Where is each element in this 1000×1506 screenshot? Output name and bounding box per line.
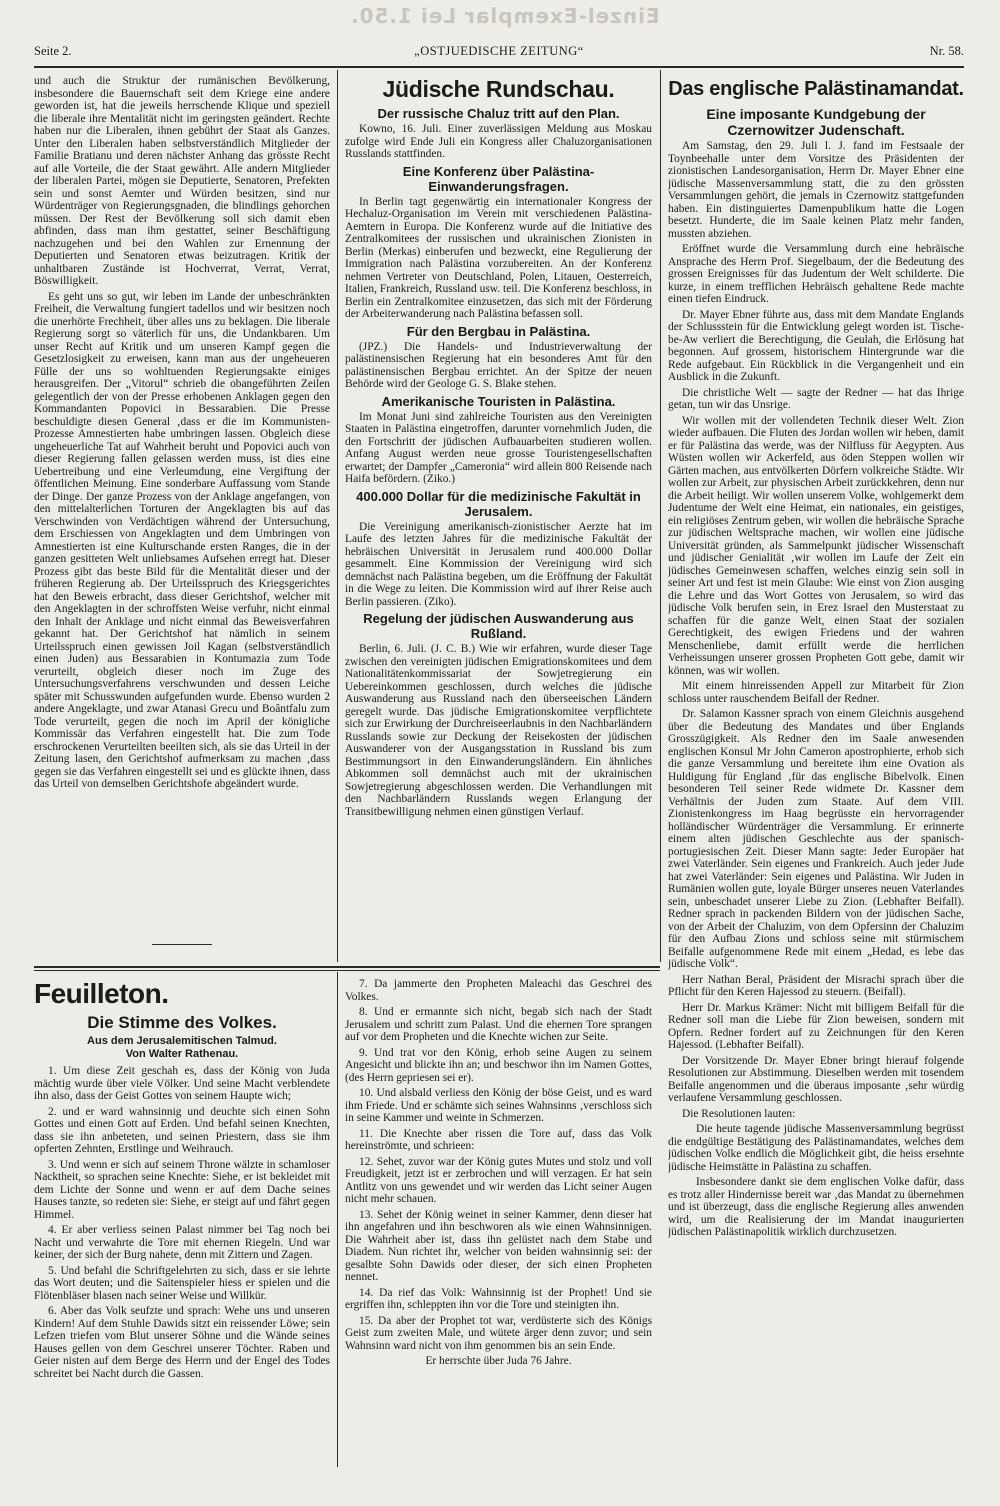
feuilleton-rule — [34, 970, 660, 971]
paragraph: Herr Dr. Markus Krämer: Nicht mit billigem Beifall für die Redner soll man die Liebe für Zion beweisen, sondern mit Opfern. Redner fordert auf zu Zeichnungen für den Keren Hajessod. (Lebhafter Beifall). — [668, 1001, 964, 1051]
verse: 10. Und alsbald verliess den König der böse Geist, und es ward ihm Friede. Und er schämte sich seines Wahnsinns ‚verschloss sich in seine Kammer und weinte in Schmerzen. — [345, 1087, 652, 1124]
paragraph: Wir wollen mit der vollendeten Technik dieser Welt. Zion wieder aufbauen. Die Fluten des Jordan wollen wir heben, damit er für Palästina das werde, was der Nilfluss für Aegypten. Aus Wüsten wollen wir Ackerfeld, aus öden Steppen wollen wir Gärten machen, aus entvölkerten Dörfern volkreiche Städte. Wir wollen zur Arbeit, zur physischen Arbeit zurückkehren, denn nur die Arbeit heiligt. Wir wollen unserem Volke, wohlgemerkt dem Judentume der Welt eine Heimat, ein nationales, ein geistiges, ein religiöses Zentrum geben, wir wollen die hebräische Sprache zur jüdischen Weltsprache machen, wir wollen eine jüdische Universität gründen, als Sammelpunkt jüdischer Wissenschaft und jüdischer Genialität ‚wir wollen im Laufe der Zeit ein jüdisches Gemeinwesen schaffen, welches einzig sein soll in seiner Art und fest ist mein Glaube: Wie einst von Zion ausging die Lehre und das Wort Gottes von Jerusalem, so wird das jüdische Volk berufen sein, in Erez Israel den Musterstaat zu schaffen für die ganze Welt, einen Staat der sozialen Gerechtigkeit, des ewigen Friedens und der wahren Menschenliebe, damit erfüllt werde die herrlichen Verheissungen unserer grossen Propheten Gott gebe, damit wir können, was wir wollen. — [668, 414, 964, 677]
paragraph: Der Vorsitzende Dr. Mayer Ebner bringt hierauf folgende Resolutionen zur Abstimmung. Dieselben werden mit tosendem Beifalle angenommen und die überaus imposante ‚sehr würdig verlaufene Versammlung geschlossen. — [668, 1054, 964, 1104]
verse: 1. Um diese Zeit geschah es, dass der König von Juda mächtig wurde über viele Völker. Und seine Macht verblendete ihn also, dass der Geist Gottes von seinem Haupte wich; — [34, 1065, 330, 1102]
article-title: Der russische Chaluz tritt auf den Plan. — [377, 106, 620, 121]
paragraph: Die Vereinigung amerikanisch-zionistischer Aerzte hat im Laufe des letzten Jahres für die medizinische Fakultät der hebräischen Universität in Jerusalem rund 400.000 Dollar gesammelt. Eine Kommission der Vereinigung wird sich demnächst nach Palästina begeben, um die Eröffnung der Fakultät in die Wege zu leiten. Die Kommission wird auf ihrer Reise auch Berlin passieren. (Ziko). — [345, 520, 652, 608]
paragraph: und auch die Struktur der rumänischen Bevölkerung, insbesondere die Bauernschaft seit dem Kriege eine andere geworden ist, hat die jeweils herrschende Klique und speziell die liberale ihre Mentalität nicht im geringsten geändert. Rechte haben nur die Liberalen, ihnen gebührt der Staat als Ganzes. Unter den Liberalen haben selbstverständlich Mitglieder der Familie Bratianu und deren nächster Anhang das grösste Recht auf alle Vorteile, die der Staat gewährt. Alle andern Mitglieder der liberalen Partei, mögen sie Deputierte, Senatoren, Prefekten sein und sonst Aemter und Würden besitzen, sind nur Würdenträger von Regierungsgnaden, die blindlings gehorchen müssen. Der Rest der Bevölkerung soll sich damit eben abfinden, dass man ihm gestattet, seiner Beschäftigung nachzugehen und bei den Wahlen zur Ernennung der Deputierten und Senatoren etwas beizutragen. Kritik der unhaltbaren Zustände ist Hochverrat, Verrat, Verrat, Böswilligkeit. — [34, 75, 330, 287]
resolution-paragraph: Die heute tagende jüdische Massenversammlung begrüsst die endgültige Bestätigung des Palästinamandates, welches dem jüdischen Volke endlich die Möglichkeit gibt, die heiss ersehnte jüdische Heimstätte in Palästina zu schaffen. — [668, 1123, 964, 1173]
article-title: Eine Konferenz über Palästina-Einwanderungsfragen. — [402, 163, 595, 194]
paragraph: Im Monat Juni sind zahlreiche Touristen aus den Vereinigten Staaten in Palästina eingetroffen, darunter vornehmlich Juden, die den Fortschritt der jüdischen Aufbauarbeiten studieren wollen. Anfang August werden neue grosse Touristengesellschaften erwartet; der Dampfer „Cameronia“ wird allein 800 Reisende nach Haifa befördern. (Ziko.) — [345, 410, 652, 485]
verse: 9. Und trat vor den König, erhob seine Augen zu seinem Angesicht und blickte ihn an; und beschwor ihn im Namen Gottes, (des Herrn gepriesen sei er). — [345, 1046, 652, 1084]
article-romania-continuation — [34, 75, 330, 959]
section-title: Das englische Palästinamandat. — [668, 78, 964, 100]
verse: 12. Sehet, zuvor war der König gutes Mutes und stolz und voll Freudigkeit, jetzt ist er zerbrochen und will verzagen. Er hat sein Antlitz von uns gewendet und wir werden das Licht seiner Augen nicht mehr schauen. — [345, 1155, 652, 1205]
verse: 13. Sehet der König weinet in seiner Kammer, denn dieser hat ihn angefahren und ihn beschworen als wie einen Wahnsinnigen. Die Wahrheit aber ist, dass ihn gelüstet nach dem Stabe und Diadem. Nun richtet ihr, welcher von beiden wahnsinnig sei: der gesalbte Sohn Dawids oder dieser, der sich einen Propheten nennet. — [345, 1208, 652, 1283]
paragraph: Dr. Mayer Ebner führte aus, dass mit dem Mandate Englands der Schlussstein für die Entwicklung gelegt worden ist. Tische-be-Aw verliert die Berechtigung, die Geulah, die Erlösung hat begonnen. Auf grossem, historischem Hintergrunde war die Rede aufgebaut. Ein Rückblick in die Vergangenheit und ein Ausblick in die Zukunft. — [668, 308, 964, 383]
article-title: Für den Bergbau in Palästina. — [406, 323, 591, 339]
issue-number: Nr. 58. — [929, 44, 964, 58]
verse: 11. Die Knechte aber rissen die Tore auf, dass das Volk hereinströmte, und schrieen: — [345, 1127, 652, 1152]
article-title: 400.000 Dollar für die medizinische Fakultät in Jerusalem. — [356, 488, 641, 519]
feuilleton-left — [34, 978, 330, 1474]
paragraph: Am Samstag, den 29. Juli l. J. fand im Festsaale der Toynbeehalle unter dem Vorsitze des Präsidenten der zionistischen Landesorganisation, Herrn Dr. Mayer Ebner eine jüdische Massenversammlung statt, die zu den grössten Versammlungen gehört, die jemals in Czernowitz stattgefunden haben. Ein distinguiertes Damenpublikum hatte die Logen besetzt. Hunderte, die im Saale keinen Platz mehr fanden, mussten abziehen. — [668, 140, 964, 240]
section-title: Jüdische Rundschau. — [382, 76, 615, 102]
paragraph: Die christliche Welt — sagte der Redner — hat das Ihrige getan, tun wir das Unsrige. — [668, 386, 964, 411]
feuilleton-right — [345, 978, 652, 1474]
paragraph: (JPZ.) Die Handels- und Industrieverwaltung der palästinensischen Regierung hat ein besonderes Amt für den palästinensischen Bergbau errichtet. An der Spitze der neuen Behörde wird der Geologe G. S. Blake stehen. — [345, 340, 652, 390]
column-rule — [660, 70, 661, 962]
paragraph: Herr Nathan Beral, Präsident der Misrachi sprach über die Pflicht für den Keren Hajessod zu steuern. (Beifall). — [668, 973, 964, 998]
paragraph: Mit einem hinreissenden Appell zur Mitarbeit für Zion schloss unter rauschendem Beifall der Redner. — [668, 680, 964, 705]
verse: 7. Da jammerte den Propheten Maleachi das Geschrei des Volkes. — [345, 978, 652, 1003]
palaestinamandat-article — [668, 75, 964, 1467]
story-title: Die Stimme des Volkes. — [87, 1013, 277, 1032]
article-end-rule — [152, 944, 212, 945]
page-header — [34, 44, 964, 64]
juedische-rundschau — [345, 75, 652, 959]
verse: 2. und er ward wahnsinnig und deuchte sich einen Sohn Gottes und einen Gott auf Erden. Und befahl seinen Knechten, dass sie ihn anbeteten, und seinen Priestern, dass sie ihm opferten Zehnten, Erstlinge und Weihrauch. — [34, 1105, 330, 1155]
article-title: Amerikanische Touristen in Palästina. — [381, 393, 616, 409]
paragraph: Dr. Salamon Kassner sprach von einem Gleichnis ausgehend über die Bedeutung des Mandates und über Englands Grosszügigkeit. Als Redner den im Saale anwesenden englischen Konsul Mr John Cameron apostrophierte, erhob sich die ganze Versammlung und bereitete ihm eine Ovation als Huldigung für England ‚für das englische Bibelvolk. Einen besonderen Teil seiner Rede widmete Dr. Kassner dem Verhältnis der Juden zum Staate. Auf dem VIII. Zionistenkongress im Haag begrüsste ein hervorragender holländischer Würdenträger die Versammlung. Er erinnerte einem alten jüdischen Geschlechte aus der spanisch-portugiesischen Zeit. Dieser Mann sagte: Jeder Europäer hat zwei Vaterländer. Sein eigenes und Frankreich. Auch jeder Jude hat zwei Vaterländer: Sein eigenes und Palästina. Wir Juden in Rumänien wollen gute, loyale Bürger unseres neuen Vaterlandes sein, unbeschadet unserer Liebe zu Zion. (Lebhafter Beifall). Redner sprach in packenden Bildern von der jüdischen Sache, von der Arbeit der Chaluzim, von dem Opfersinn der Chaluzim für den Aufbau Zions und schloss seine mit stürmischem Beifalle aufgenommene Rede mit einem „Hedad, es lebe das jüdische Volk“. — [668, 708, 964, 970]
paragraph: Berlin, 6. Juli. (J. C. B.) Wie wir erfahren, wurde dieser Tage zwischen den vereinigten jüdischen Emigrationskomitees und dem Nationalitätenkommissariat der Sowjetregierung ein Uebereinkommen geschlossen, durch welches die jüdische Auswanderung aus Russland nach den überseeischen Ländern geregelt wurde. Das jüdische Emigrationskomitee verpflichtete sich zur Erwirkung der Durchreiseerlaubnis in den Nachbarländern Russlands sowie zur Deckung der Reisekosten der jüdischen Auswanderer von der Ausgangsstation in Russland bis zum Bestimmungsort in den Einwanderungsländern. Ein ähnliches Abkommen soll demnächst auch mit der ukrainischen Sowjetregierung abgeschlossen werden. Die Verhandlungen mit den Nachbarländern Russlands wegen Erlangung der Transitbewilligung nehmen einen günstigen Verlauf. — [345, 643, 652, 818]
verse: 14. Da rief das Volk: Wahnsinnig ist der Prophet! Und sie ergriffen ihn, schleppten ihn vor die Tore und steinigten ihn. — [345, 1286, 652, 1311]
story-source: Aus dem Jerusalemitischen Talmud. — [87, 1035, 277, 1047]
verse: 15. Da aber der Prophet tot war, verdüsterte sich des Königs Geist zum zweiten Male, und wütete ärger denn zuvor; und sein Wahnsinn ward nicht von ihm genommen bis an sein Ende. — [345, 1314, 652, 1352]
header-rule — [34, 66, 964, 68]
story-author: Von Walter Rathenau. — [125, 1048, 239, 1060]
feuilleton-title: Feuilleton. — [34, 978, 169, 1009]
paragraph: Es geht uns so gut, wir leben im Lande der unbeschränkten Freiheit, die Verwaltung fungiert tadellos und wir besitzen noch die unerhörte Frechheit, über alles uns zu beklagen. Die liberale Regierung sorgt so väterlich für uns, die Undankbaren. Um unser Recht auf Kritik und um unseren Kampf gegen die Gesetzlosigkeit zu erweisen, kann man aus der ungeheueren Fülle der uns so wohltuenden Regierungsakte einiges herausgreifen. Der „Vitorul“ schrieb die obangeführten Zeilen gelegentlich der von der Presse erhobenen Anklagen gegen den Kommandanten Popovici in Bessarabien. Die Presse beschuldigte diesen General ‚dass er die im Kommunisten-Prozesse Amnestierten habe umbringen lassen. Obgleich diese ungeheuerliche Tat auf Wahrheit beruht und Popovici auch von dieser Regierung fallen gelassen werden muss, ist dies eine Uebertreibung und eine Verleumdung, eine Vergiftung der öffentlichen Meinung. Eine sonderbare Auffassung vom Stande der Dinge. Der ganze Prozess von der Anklage angefangen, von den mittelalterlichen Torturen der Angeklagten bis auf das Verschwinden von Verdächtigen während der Untersuchung, dem Erschiessen von Angeklagten und dem Umbringen von Amnestierten ist eine Kulturschande ersten Ranges, die in der ganzen gesitteten Welt unliebsames Aufsehen erregt hat. Dieser Prozess gibt das beste Bild für die Mentalität dieser und der früheren Regierung ab. Der Urteilsspruch des Kriegsgerichtes hat den Beweis erbracht, dass dieser Gerichtshof, welcher mit den Angeklagten in der schroffsten Weise verfuhr, nicht einmal den Inhalt der Anklage und nicht einmal das Beweisverfahren gekannt hat. Der Gerichtshof hat nämlich in seinem Urteilsspruch einen gewissen Joil Kagan (selbstverständlich einen Juden) aus Bessarabien in Kontumazia zum Tode verurteilt, obgleich dieser noch im Zuge des Untersuchungsverfahrens verschwunden und dessen Leiche später mit Schusswunden aufgefunden wurde. Ebenso wurden 2 andere Angeklagte, und zwar Atanasi Grecu und Boântfalu zum Tode verurteilt, gegen die noch im April der königliche Kommissär das Verfahren eingestellt hat. Die zum Tode erschrockenen Verurteilten beeilten sich, als sie das Urteil in der Zeitung lasen, den Gerichtshof aufmerksam zu machen ‚dass gegen sie das Verfahren eingestellt sei und es glückte ihnen, dass das Urteil von demselben Gerichtshofe abgeändert wurde. — [34, 290, 330, 790]
verse: 5. Und befahl die Schriftgelehrten zu sich, dass er sie lehrte das Wort deuten; und die Saitenspieler hiess er spielen und die Flötenbläser blasen nach seiner Weise und Willkür. — [34, 1264, 330, 1302]
verse: 3. Und wenn er sich auf seinem Throne wälzte in schamloser Nacktheit, so sprachen seine Knechte: Siehe, er ist bekleidet mit dem Lichte der Sonne und wenn er auf dem Dache seines Hauses tanzte, so redeten sie: Siehe, er steigt auf und fährt gegen Himmel. — [34, 1158, 330, 1221]
verse: 6. Aber das Volk seufzte und sprach: Wehe uns und unseren Kindern! Auf dem Stuhle Dawids sitzt ein reissender Löwe; sein Lefzen triefen vom Blut unserer Söhne und die Wände seines Hauses gellen von dem Geschrei unserer Töchter. Raben und Geier nisten auf dem Berge des Herrn und der Engel des Todes schreitet bei Nacht durch die Gassen. — [34, 1305, 330, 1380]
verse: 4. Er aber verliess seinen Palast nimmer bei Tag noch bei Nacht und verwahrte die Tore mit ehernen Riegeln. Und war keiner, der sich der Burg nahete, denn mit Zittern und Zagen. — [34, 1224, 330, 1261]
bleed-through-header: Einzel-Exemplar Lei 1.50. — [350, 4, 660, 28]
paragraph: Kowno, 16. Juli. Einer zuverlässigen Meldung aus Moskau zufolge wird Ende Juli ein Kongress aller Chaluzorganisationen Russlands stattfinden. — [345, 123, 652, 160]
feuilleton-rule — [34, 966, 660, 968]
masthead-title: „OSTJUEDISCHE ZEITUNG“ — [414, 44, 584, 58]
article-subtitle: Eine imposante Kundgebung der Czernowitzer Judenschaft. — [706, 106, 926, 138]
paragraph: In Berlin tagt gegenwärtig ein internationaler Kongress der Hechaluz-Organisation im Verein mit verschiedenen Palästina-Aemtern in Europa. Die Konferenz wurde auf die Initiative des Zentralkomitees der russischen und ukrainischen Zionisten in Berlin (Merkas) einberufen und bezweckt, eine Regulierung der Immigration nach Palästina vorzubereiten. An der Konferenz nehmen Vertreter von Deutschland, Polen, Litauen, Oesterreich, Italien, Frankreich, Russland usw. teil. Die Konferenz beschloss, in Berlin ein Zentralkomitee einzusetzen, das sich mit der Förderung der Arbeiterwanderung nach Palästina befassen soll. — [345, 195, 652, 320]
paragraph: Die Resolutionen lauten: — [682, 1107, 796, 1120]
paragraph: Eröffnet wurde die Versammlung durch eine hebräische Ansprache des Herrn Prof. Siegelbaum, der die Bedeutung des grossen Ereignisses für das Judentum der Welt schilderte. Die kurze, in einem trefflichen Hebräisch gehaltene Rede machte einen tiefen Eindruck. — [668, 243, 964, 305]
article-title: Regelung der jüdischen Auswanderung aus Rußland. — [363, 611, 634, 641]
closing-line: Er herrschte über Juda 76 Jahre. — [425, 1355, 572, 1367]
verse: 8. Und er ermannte sich nicht, begab sich nach der Stadt Jerusalem und schritt zum Palast. Und die ehernen Tore sprangen auf vor dem Propheten und die Knechte wichen zur Seite. — [345, 1006, 652, 1043]
column-rule — [337, 972, 338, 1467]
page-number: Seite 2. — [34, 44, 72, 58]
column-rule — [337, 70, 338, 962]
resolution-paragraph: Insbesondere dankt sie dem englischen Volke dafür, dass es trotz aller Hindernisse bereit war ‚das Mandat zu übernehmen und ist überzeugt, dass die englische Regierung alles anwenden wird, um die Realisierung der im Mandat inaugurierten jüdischen Palästinapolitik wirklich durchzusetzen. — [668, 1176, 964, 1238]
